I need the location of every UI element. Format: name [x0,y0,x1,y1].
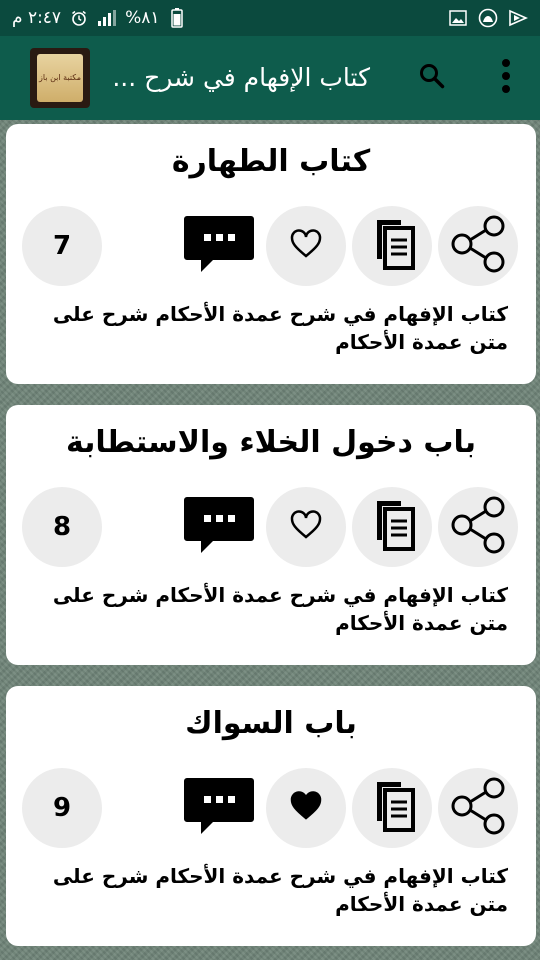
app-title: كتاب الإفهام في شرح ... [112,63,370,92]
count-badge [22,768,102,848]
share-icon [446,493,510,561]
copy-button[interactable] [352,768,432,848]
app-notification-icon [478,8,498,28]
card-title: باب دخول الخلاء والاستطابة [65,425,477,460]
app-logo[interactable] [30,48,90,108]
battery-percent: %٨١ [125,8,160,28]
overflow-menu-button[interactable] [486,58,526,98]
chapter-card[interactable] [6,405,536,665]
status-time: ٢:٤٧ م [12,8,62,28]
comment-button[interactable] [180,211,258,281]
search-button[interactable] [410,58,454,98]
image-notification-icon [448,8,468,28]
chapter-card[interactable] [6,124,536,384]
share-button[interactable] [438,206,518,286]
count-badge [22,206,102,286]
copy-icon [367,216,417,276]
play-notification-icon [508,8,528,28]
count-value: 9 [52,793,72,823]
chapter-card[interactable] [6,686,536,946]
card-title: باب السواك [185,706,357,741]
card-title: كتاب الطهارة [171,144,371,179]
comment-icon [183,214,255,278]
heart-filled-icon [290,791,322,825]
favorite-button[interactable] [266,768,346,848]
copy-icon [367,497,417,557]
comment-icon [183,776,255,840]
copy-icon [367,778,417,838]
battery-icon [167,8,187,28]
comment-button[interactable] [180,492,258,562]
status-bar-left [12,8,187,28]
count-value: 8 [52,512,72,542]
share-icon [446,212,510,280]
heart-outline-icon [290,510,322,544]
count-badge [22,487,102,567]
app-bar [0,36,540,120]
logo-text: مكتبة ابن باز [37,54,83,102]
comment-button[interactable] [180,773,258,843]
count-value: 7 [52,231,72,261]
search-icon [418,62,446,94]
status-bar [0,0,540,36]
share-button[interactable] [438,487,518,567]
status-bar-right [448,8,528,28]
copy-button[interactable] [352,206,432,286]
more-vert-icon [501,58,511,98]
signal-icon [97,8,117,28]
favorite-button[interactable] [266,206,346,286]
card-description: كتاب الإفهام في شرح عمدة الأحكام شرح على متن عمدة الأحكام [52,583,508,635]
comment-icon [183,495,255,559]
share-button[interactable] [438,768,518,848]
heart-outline-icon [290,229,322,263]
copy-button[interactable] [352,487,432,567]
share-icon [446,774,510,842]
favorite-button[interactable] [266,487,346,567]
alarm-icon [69,8,89,28]
card-description: كتاب الإفهام في شرح عمدة الأحكام شرح على متن عمدة الأحكام [52,864,508,916]
card-description: كتاب الإفهام في شرح عمدة الأحكام شرح على متن عمدة الأحكام [52,302,508,354]
